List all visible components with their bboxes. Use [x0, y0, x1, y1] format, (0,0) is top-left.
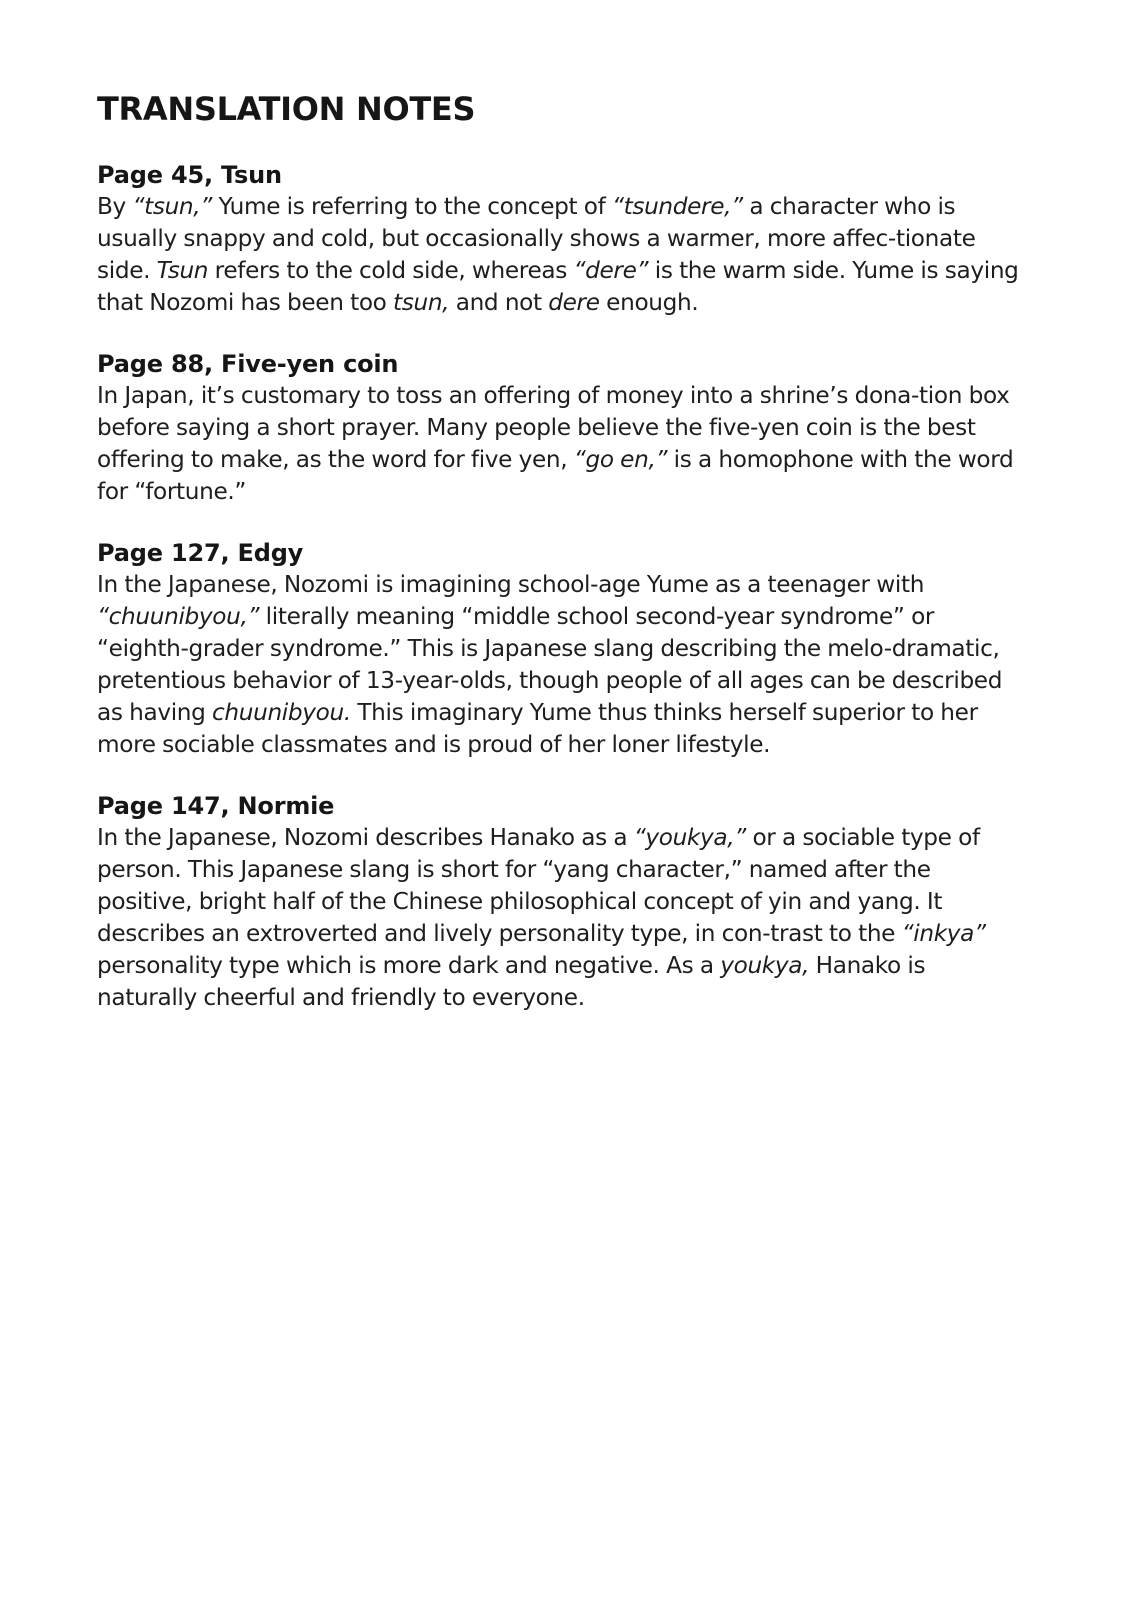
italic-term: “tsundere,”	[611, 193, 743, 220]
note-heading: Page 127, Edgy	[97, 539, 304, 567]
text-run: is the warm side. Yume is saying that Nozomi has been too	[97, 257, 1019, 316]
note-body	[97, 822, 1027, 1014]
text-run: This imaginary Yume thus thinks herself superior to her more sociable classmates and is proud of her loner lifestyle.	[97, 699, 978, 758]
note-body	[97, 569, 1027, 761]
note-page-147-normie	[97, 790, 1027, 1014]
note-heading: Page 147, Normie	[97, 792, 335, 820]
text-run: and not	[449, 289, 549, 316]
italic-term: “youkya,”	[633, 824, 746, 851]
text-run: By	[97, 193, 133, 220]
italic-term: tsun,	[393, 289, 450, 316]
text-run: Hanako is naturally cheerful and friendly to everyone.	[97, 952, 926, 1011]
note-page-45-tsun	[97, 159, 1027, 319]
note-page-88-five-yen-coin	[97, 348, 1027, 508]
note-heading: Page 88, Five-yen coin	[97, 350, 399, 378]
italic-term: dere	[548, 289, 600, 316]
text-run: or a sociable type of person. This Japanese slang is short for “yang character,” named after the positive, bright half of the Chinese philosophical concept of yin and yang. It describes an extroverted and lively personality type, in con-trast to the	[97, 824, 980, 947]
translation-notes-page	[97, 88, 1027, 1014]
page-title: TRANSLATION NOTES	[97, 90, 476, 128]
text-run: enough.	[599, 289, 699, 316]
italic-term: chuunibyou.	[212, 699, 351, 726]
italic-term: “inkya”	[901, 920, 986, 947]
text-run: refers to the cold side, whereas	[208, 257, 574, 284]
text-run: Yume is referring to the concept of	[211, 193, 612, 220]
text-run: In the Japanese, Nozomi describes Hanako as a	[97, 824, 634, 851]
text-run: personality type which is more dark and negative. As a	[97, 952, 721, 979]
text-run: literally meaning “middle school second-year syndrome” or “eighth-grader syndrome.” This is Japanese slang describing the melo-dramatic, pretentious behavior of 13-year-olds, though people of all ages can be described as having	[97, 603, 1003, 726]
text-run: In Japan, it’s customary to toss an offering of money into a shrine’s dona-tion box before saying a short prayer. Many people believe the five-yen coin is the best offering to make, as the word for five yen,	[97, 382, 1010, 473]
italic-term: “chuunibyou,”	[97, 603, 260, 630]
italic-term: “go en,”	[573, 446, 668, 473]
text-run: is a homophone with the word for “fortune.”	[97, 446, 1014, 505]
italic-term: “tsun,”	[132, 193, 212, 220]
note-body	[97, 191, 1027, 319]
note-heading: Page 45, Tsun	[97, 161, 282, 189]
text-run: In the Japanese, Nozomi is imagining school-age Yume as a teenager with	[97, 571, 925, 598]
note-page-127-edgy	[97, 537, 1027, 761]
italic-term: Tsun	[156, 257, 209, 284]
italic-term: “dere”	[573, 257, 649, 284]
text-run: a character who is usually snappy and cold, but occasionally shows a warmer, more affec-tionate side.	[97, 193, 976, 284]
italic-term: youkya,	[720, 952, 810, 979]
note-body	[97, 380, 1027, 508]
